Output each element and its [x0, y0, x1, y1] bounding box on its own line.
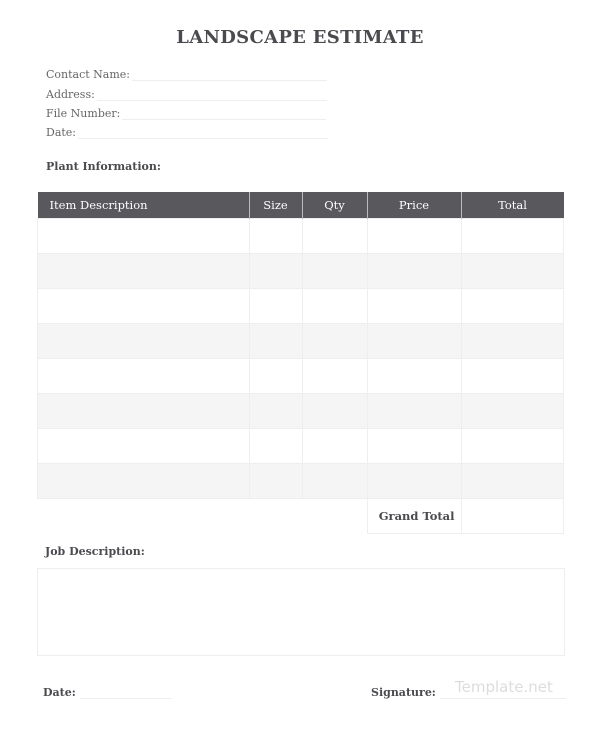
cell-qty[interactable]: [302, 254, 367, 289]
date-field[interactable]: [46, 126, 328, 139]
cell-item-description[interactable]: [38, 359, 250, 394]
cell-price[interactable]: [367, 219, 461, 254]
plant-info-heading: Plant Information:: [46, 160, 161, 173]
cell-total[interactable]: [461, 464, 564, 499]
cell-price[interactable]: [367, 394, 461, 429]
cell-item-description[interactable]: [38, 219, 250, 254]
contact-name-field[interactable]: [46, 68, 327, 81]
table-row: [38, 429, 564, 464]
cell-size[interactable]: [249, 324, 302, 359]
cell-total[interactable]: [461, 289, 564, 324]
cell-size[interactable]: [249, 254, 302, 289]
contact-name-line[interactable]: [132, 70, 327, 81]
table-header-row: [38, 192, 564, 219]
signature-label: Signature:: [371, 686, 436, 699]
cell-qty[interactable]: [302, 394, 367, 429]
cell-item-description[interactable]: [38, 289, 250, 324]
job-description-box[interactable]: [37, 568, 565, 656]
file-number-line[interactable]: [122, 109, 326, 120]
cell-price[interactable]: [367, 254, 461, 289]
cell-size[interactable]: [249, 219, 302, 254]
job-description-heading: Job Description:: [45, 545, 145, 558]
cell-item-description[interactable]: [38, 394, 250, 429]
grand-total-value[interactable]: [461, 499, 564, 534]
cell-size[interactable]: [249, 359, 302, 394]
table-row: [38, 359, 564, 394]
cell-total[interactable]: [461, 219, 564, 254]
cell-item-description[interactable]: [38, 464, 250, 499]
cell-price[interactable]: [367, 359, 461, 394]
cell-size[interactable]: [249, 394, 302, 429]
cell-total[interactable]: [461, 394, 564, 429]
date-label: Date:: [46, 126, 77, 139]
cell-size[interactable]: [249, 289, 302, 324]
header-total: Total: [461, 192, 564, 219]
table-row: [38, 324, 564, 359]
table-row: [38, 254, 564, 289]
table-row: [38, 464, 564, 499]
cell-total[interactable]: [461, 359, 564, 394]
cell-qty[interactable]: [302, 324, 367, 359]
footer-date-field[interactable]: [43, 686, 172, 699]
cell-qty[interactable]: [302, 429, 367, 464]
cell-qty[interactable]: [302, 219, 367, 254]
cell-price[interactable]: [367, 324, 461, 359]
header-price: Price: [367, 192, 461, 219]
cell-total[interactable]: [461, 254, 564, 289]
cell-qty[interactable]: [302, 289, 367, 324]
cell-item-description[interactable]: [38, 324, 250, 359]
cell-price[interactable]: [367, 289, 461, 324]
page-title: LANDSCAPE ESTIMATE: [176, 27, 424, 48]
grand-total-row: [38, 499, 564, 534]
header-item-description: Item Description: [38, 192, 250, 219]
cell-qty[interactable]: [302, 464, 367, 499]
date-line[interactable]: [78, 128, 328, 139]
address-line[interactable]: [97, 90, 327, 101]
table-row: [38, 219, 564, 254]
cell-size[interactable]: [249, 429, 302, 464]
address-label: Address:: [46, 88, 95, 101]
watermark-logo: Template.net: [455, 678, 553, 696]
plant-table: [37, 192, 564, 534]
table-row: [38, 289, 564, 324]
grand-total-spacer: [38, 499, 368, 534]
cell-item-description[interactable]: [38, 429, 250, 464]
cell-total[interactable]: [461, 324, 564, 359]
cell-price[interactable]: [367, 429, 461, 464]
cell-item-description[interactable]: [38, 254, 250, 289]
cell-size[interactable]: [249, 464, 302, 499]
footer-date-line[interactable]: [80, 686, 172, 699]
table-row: [38, 394, 564, 429]
file-number-field[interactable]: [46, 107, 326, 120]
cell-total[interactable]: [461, 429, 564, 464]
cell-price[interactable]: [367, 464, 461, 499]
contact-name-label: Contact Name:: [46, 68, 131, 81]
header-qty: Qty: [302, 192, 367, 219]
header-size: Size: [249, 192, 302, 219]
address-field[interactable]: [46, 88, 327, 101]
grand-total-label: Grand Total: [367, 499, 461, 534]
cell-qty[interactable]: [302, 359, 367, 394]
footer-date-label: Date:: [43, 686, 76, 699]
file-number-label: File Number:: [46, 107, 121, 120]
